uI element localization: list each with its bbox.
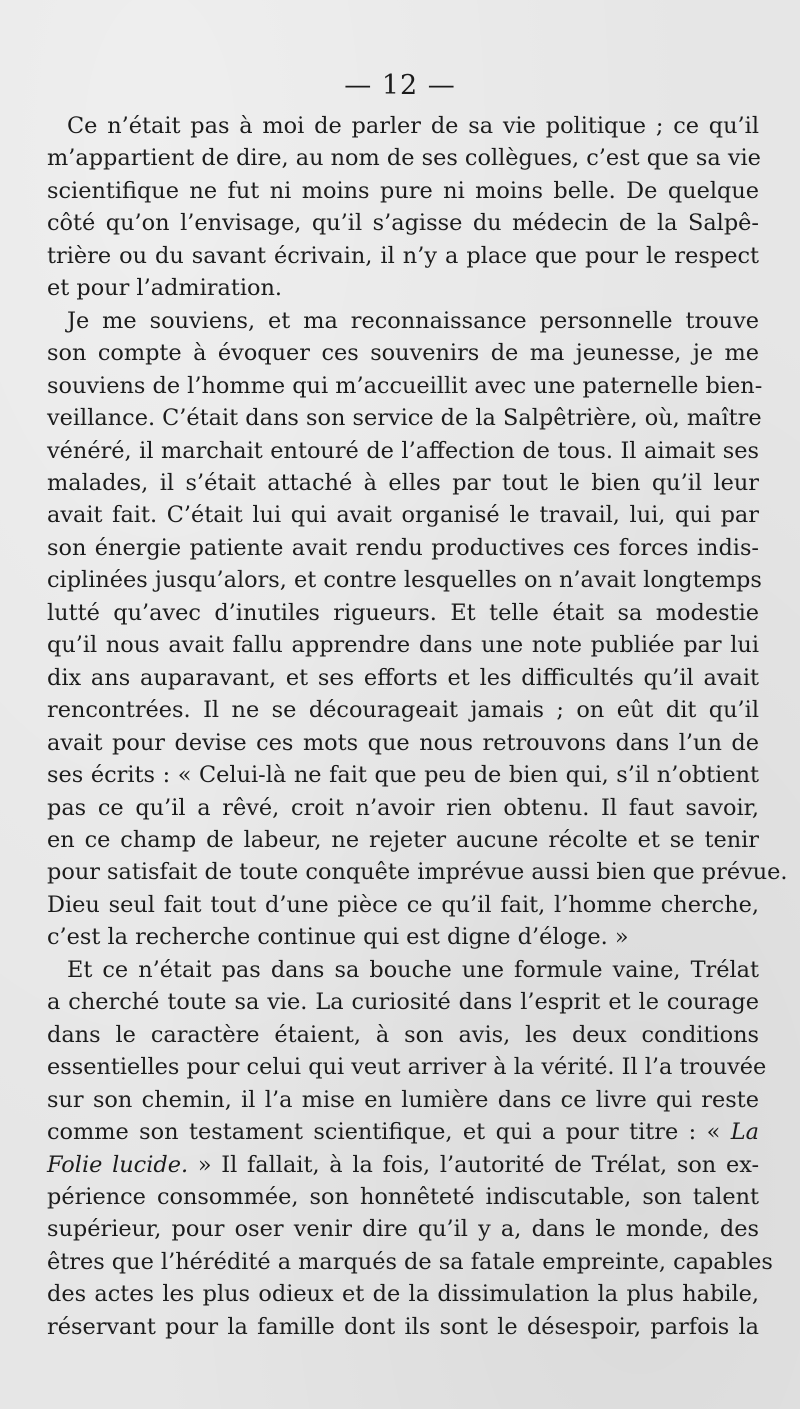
text-line: en ce champ de labeur, ne rejeter aucune récolte et se tenir [47, 826, 759, 853]
text-line: êtres que l’hérédité a marqués de sa fatale empreinte, capables [47, 1248, 773, 1275]
text-line: c’est la recherche continue qui est digne d’éloge. » [47, 924, 629, 951]
text-line: supérieur, pour oser venir dire qu’il y a, dans le monde, des [47, 1216, 759, 1243]
text-line: son énergie patiente avait rendu productives ces forces indis- [47, 534, 759, 561]
text-line: dans le caractère étaient, à son avis, les deux conditions [47, 1021, 759, 1048]
text-line: Dieu seul fait tout d’une pièce ce qu’il fait, l’homme cherche, [47, 891, 759, 918]
text-line: vénéré, il marchait entouré de l’affection de tous. Il aimait ses [47, 437, 759, 464]
text-line: a cherché toute sa vie. La curiosité dans l’esprit et le courage [47, 989, 759, 1016]
text-line: réservant pour la famille dont ils sont le désespoir, parfois la [47, 1313, 759, 1340]
paragraph-3 [47, 954, 773, 1343]
paragraph-2 [47, 305, 788, 954]
text-line: côté qu’on l’envisage, qu’il s’agisse du médecin de la Salpê- [47, 210, 759, 237]
text-line: Et ce n’était pas dans sa bouche une formule vaine, Trélat [67, 956, 759, 983]
text-line: périence consommée, son honnêteté indiscutable, son talent [47, 1183, 759, 1210]
text-line: scientifique ne fut ni moins pure ni moins belle. De quelque [47, 177, 759, 204]
text-line: son compte à évoquer ces souvenirs de ma jeunesse, je me [47, 340, 759, 367]
text-line: et pour l’admiration. [47, 275, 283, 302]
text-line: ciplinées jusqu’alors, et contre lesquelles on n’avait longtemps [47, 567, 762, 594]
text-line: m’appartient de dire, au nom de ses collègues, c’est que sa vie [47, 145, 761, 172]
text-line: pour satisfait de toute conquête imprévue aussi bien que prévue. [47, 859, 788, 886]
text-line: comme son testament scientifique, et qui a pour titre : « La [47, 1119, 759, 1146]
text-line: Je me souviens, et ma reconnaissance personnelle trouve [67, 307, 759, 334]
text-line: sur son chemin, il l’a mise en lumière dans ce livre qui reste [47, 1086, 759, 1113]
body-text [47, 110, 788, 1343]
text-line: malades, il s’était attaché à elles par tout le bien qu’il leur [47, 469, 759, 496]
text-line: veillance. C’était dans son service de la Salpêtrière, où, maître [47, 405, 762, 432]
text-line: lutté qu’avec d’inutiles rigueurs. Et telle était sa modestie [47, 599, 759, 626]
paragraph-1 [47, 110, 759, 305]
text-line: des actes les plus odieux et de la dissimulation la plus habile, [47, 1281, 759, 1308]
text-line: qu’il nous avait fallu apprendre dans une note publiée par lui [47, 632, 759, 659]
text-line: avait fait. C’était lui qui avait organisé le travail, lui, qui par [47, 502, 759, 529]
text-line: souviens de l’homme qui m’accueillit avec une paternelle bien- [47, 372, 763, 399]
text-line: pas ce qu’il a rêvé, croit n’avoir rien obtenu. Il faut savoir, [47, 794, 759, 821]
text-line: essentielles pour celui qui veut arriver à la vérité. Il l’a trouvée [47, 1054, 767, 1081]
text-line: trière ou du savant écrivain, il n’y a place que pour le respect [47, 242, 759, 269]
text-line: Folie lucide. » Il fallait, à la fois, l’autorité de Trélat, son ex- [47, 1151, 760, 1178]
text-line: ses écrits : « Celui-là ne fait que peu de bien qui, s’il n’obtient [47, 762, 759, 789]
text-line: avait pour devise ces mots que nous retrouvons dans l’un de [47, 729, 759, 756]
text-line: dix ans auparavant, et ses efforts et les difficultés qu’il avait [47, 664, 759, 691]
page-number: — 12 — [344, 70, 456, 101]
text-line: Ce n’était pas à moi de parler de sa vie politique ; ce qu’il [67, 113, 759, 139]
text-line: rencontrées. Il ne se décourageait jamais ; on eût dit qu’il [47, 697, 759, 724]
